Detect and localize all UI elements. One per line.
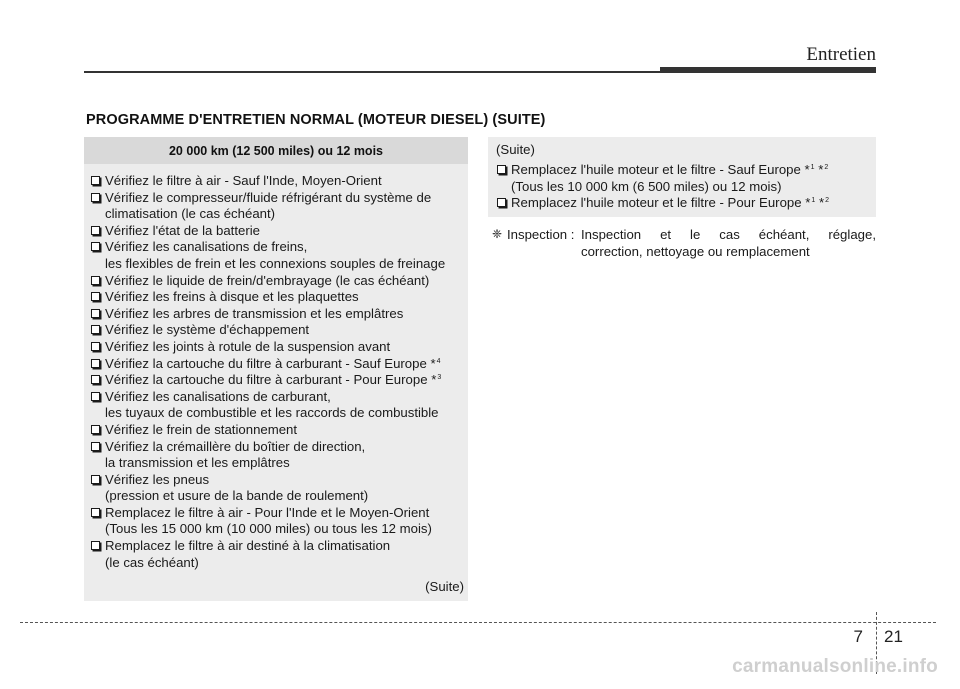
inspection-note: [492, 226, 876, 260]
checkbox-icon: [91, 508, 100, 517]
item-text-line: climatisation (le cas échéant): [105, 206, 276, 222]
checkbox-icon: [91, 325, 100, 334]
footnote-ref: 1: [810, 164, 815, 171]
checkbox-icon: [91, 541, 100, 550]
checklist-item: [90, 389, 462, 422]
item-text-line: Remplacez le filtre à air destiné à la climatisation: [105, 538, 391, 554]
item-text-line: la transmission et les emplâtres: [105, 455, 290, 471]
continued-heading: (Suite): [496, 142, 535, 157]
note-text-line: Inspection et le cas échéant, réglage,: [581, 227, 876, 242]
checkbox-icon: [91, 392, 100, 401]
item-text: Remplacez l'huile moteur et le filtre - Sauf Europe *: [511, 162, 810, 177]
chapter-title: Entretien: [806, 44, 876, 65]
page-number: 21: [884, 627, 903, 646]
checkbox-icon: [91, 342, 100, 351]
checklist-item: [90, 223, 462, 240]
checklist-item: [90, 190, 462, 223]
item-text-line: (Tous les 10 000 km (6 500 miles) ou 12 mois): [511, 178, 782, 194]
item-text-line: Vérifiez la crémaillère du boîtier de direction,: [105, 438, 366, 454]
checklist-item: [90, 372, 462, 389]
checkbox-icon: [91, 193, 100, 202]
footnote-star: *: [815, 195, 825, 211]
checkbox-icon: [91, 309, 100, 318]
item-text-line: (Tous les 15 000 km (10 000 miles) ou tous les 12 mois): [105, 521, 432, 537]
item-text-line: Vérifiez la cartouche du filtre à carburant - Pour Europe *$^3$: [105, 372, 442, 388]
item-text-line: Vérifiez le compresseur/fluide réfrigérant du système de: [105, 189, 432, 205]
footnote-ref: 1: [811, 197, 816, 205]
interval-heading: 20 000 km (12 500 miles) ou 12 mois: [84, 137, 468, 164]
checkbox-icon: [91, 276, 100, 285]
item-text-line: Vérifiez les canalisations de freins,: [105, 239, 308, 255]
checkbox-icon: [91, 176, 100, 185]
footnote-star: *: [814, 162, 824, 177]
header-rule: [84, 71, 664, 73]
checklist-item: [496, 162, 870, 195]
item-text-line: Vérifiez la cartouche du filtre à carburant - Sauf Europe *$^4$: [105, 355, 441, 371]
item-text-line: Vérifiez les pneus: [105, 471, 210, 487]
checklist-item: [90, 422, 462, 439]
header-rule-thick: [660, 67, 876, 73]
item-text-line: Vérifiez le liquide de frein/d'embrayage (le cas échéant): [105, 272, 430, 288]
footnote-ref: 2: [824, 164, 829, 171]
checklist-item: [90, 273, 462, 290]
item-text-line: Vérifiez les arbres de transmission et les emplâtres: [105, 305, 404, 321]
continued-label: (Suite): [425, 579, 464, 594]
checklist-item: [90, 505, 462, 538]
item-text-line: Vérifiez les canalisations de carburant,: [105, 388, 331, 404]
checklist-item: [90, 339, 462, 356]
footnote-ref: 2: [825, 197, 829, 205]
item-text-line: Remplacez le filtre à air - Pour l'Inde et le Moyen-Orient: [105, 504, 430, 520]
checkbox-icon: [91, 475, 100, 484]
checkbox-icon: [91, 375, 100, 384]
footnote-ref: 3: [437, 374, 442, 382]
checklist-item: [90, 306, 462, 323]
checkbox-icon: [91, 359, 100, 368]
footnote-ref: 4: [436, 357, 441, 365]
checkbox-icon: [497, 165, 506, 174]
checklist-item: [90, 173, 462, 190]
item-text: Remplacez l'huile moteur et le filtre - Pour Europe *: [511, 195, 811, 211]
checklist-item: [90, 439, 462, 472]
checkbox-icon: [91, 226, 100, 235]
item-text-line: Vérifiez le filtre à air - Sauf l'Inde, Moyen-Orient: [105, 173, 382, 188]
checklist-item: [90, 289, 462, 306]
checklist-item: [90, 322, 462, 339]
note-text-line: correction, nettoyage ou remplacement: [581, 244, 810, 259]
checklist-item: [90, 538, 462, 571]
checklist-item: [90, 356, 462, 373]
checkbox-icon: [497, 198, 506, 207]
note-symbol-icon: ❈: [492, 227, 503, 241]
chapter-number: 7: [853, 627, 863, 646]
footer-rule: [20, 622, 936, 623]
maintenance-table-right: [488, 137, 876, 217]
checklist: [84, 164, 468, 571]
item-text-line: Vérifiez l'état de la batterie: [105, 222, 260, 238]
checklist-item: [496, 195, 870, 212]
item-text-line: (pression et usure de la bande de roulement): [105, 488, 369, 504]
checkbox-icon: [91, 425, 100, 434]
item-text-line: (le cas échéant): [105, 554, 199, 570]
note-label: Inspection :: [507, 227, 575, 242]
checkbox-icon: [91, 442, 100, 451]
checklist-item: [90, 239, 462, 272]
item-text-line: les flexibles de frein et les connexions souples de freinage: [105, 255, 446, 271]
checkbox-icon: [91, 242, 100, 251]
section-title: PROGRAMME D'ENTRETIEN NORMAL (MOTEUR DIESEL) (SUITE): [86, 112, 546, 128]
checkbox-icon: [91, 292, 100, 301]
item-text-line: Vérifiez le système d'échappement: [105, 322, 310, 338]
watermark: carmanualsonline.info: [732, 656, 938, 677]
maintenance-table-left: [84, 137, 468, 601]
item-text-line: les tuyaux de combustible et les raccords de combustible: [105, 405, 439, 421]
item-text-line: Vérifiez les joints à rotule de la suspension avant: [105, 338, 391, 354]
item-text-line: Vérifiez les freins à disque et les plaquettes: [105, 289, 359, 305]
checklist-item: [90, 472, 462, 505]
item-text-line: Vérifiez le frein de stationnement: [105, 421, 298, 437]
